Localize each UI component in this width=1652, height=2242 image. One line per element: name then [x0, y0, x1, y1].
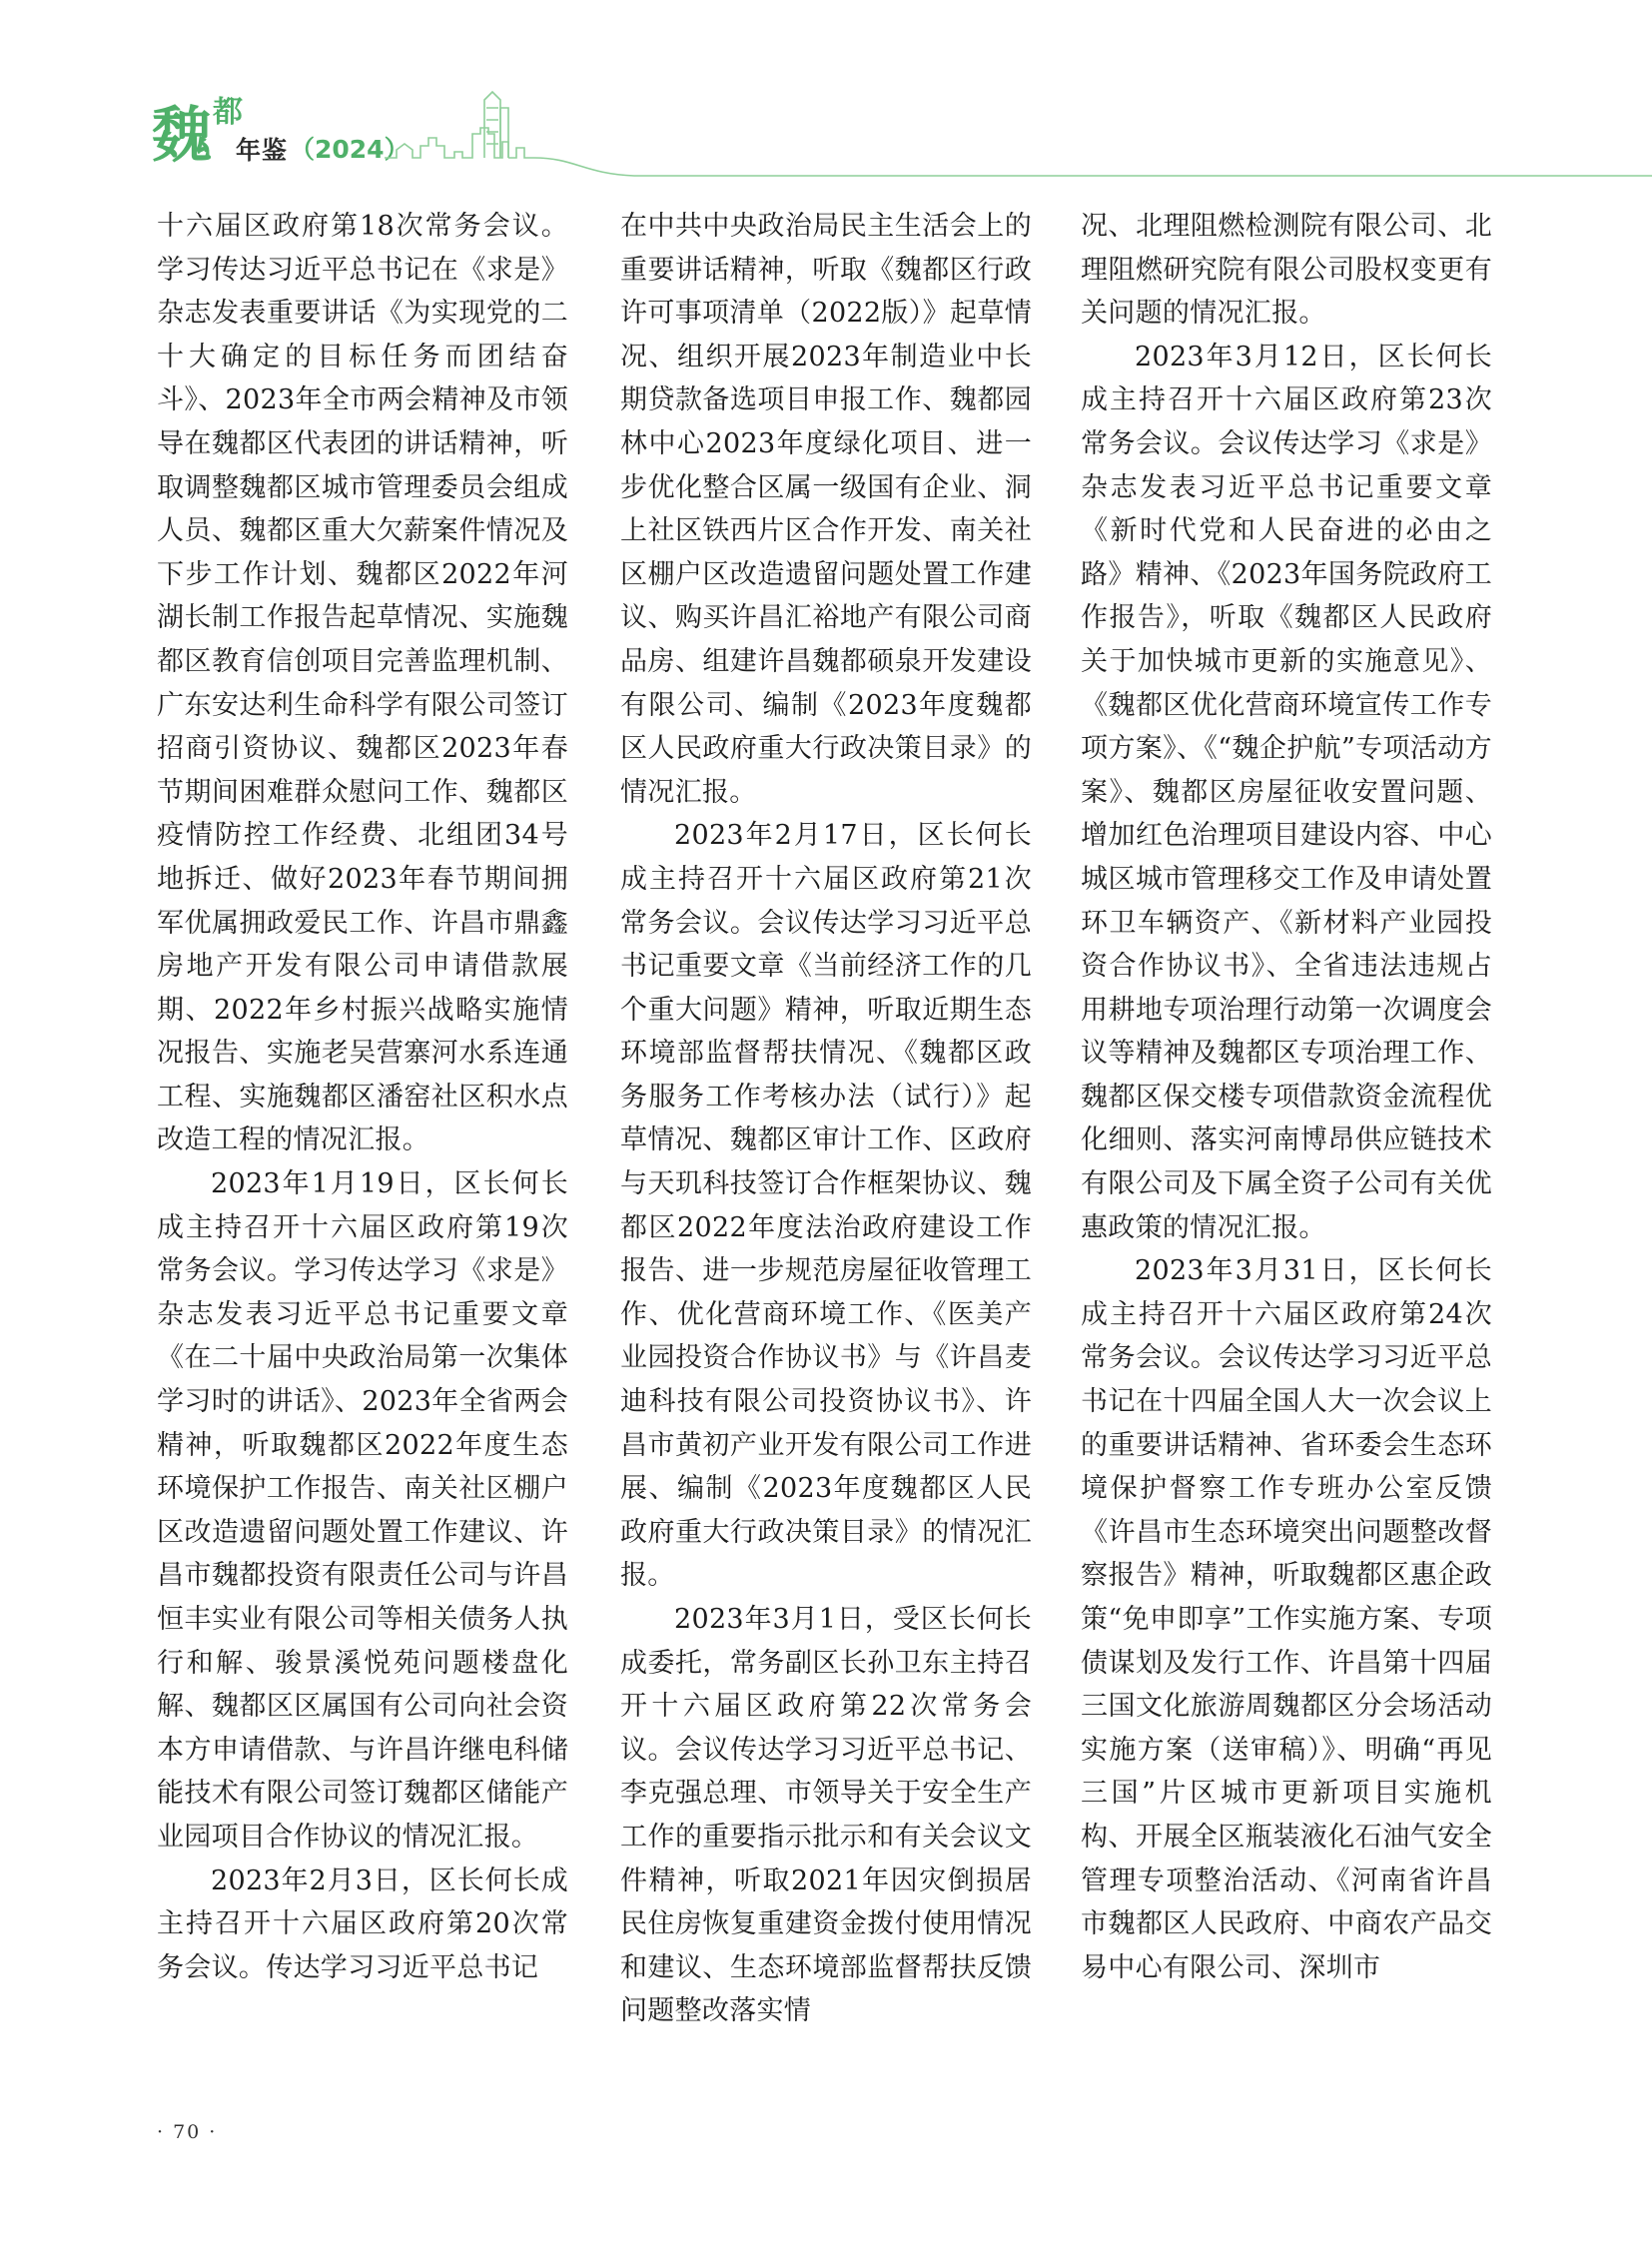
- logo-year: （2024）: [290, 135, 410, 164]
- text-column-2: [620, 205, 1032, 2033]
- paragraph: 况、北理阻燃检测院有限公司、北理阻燃研究院有限公司股权变更有关问题的情况汇报。: [1081, 211, 1492, 330]
- paragraph: 2023年3月12日，区长何长成主持召开十六届区政府第23次常务会议。会议传达学习《求是》杂志发表习近平总书记重要文章《新时代党和人民奋进的必由之路》精神、《2023年国务院政府工作报告》，听取《魏都区人民政府关于加快城市更新的实施意见》、《魏都区优化营商环境宣传工作专项方案》、《“魏企护航”专项活动方案》、魏都区房屋征收安置问题、增加红色治理项目建设内容、中心城区城市管理移交工作及申请处置环卫车辆资产、《新材料产业园投资合作协议书》、全省违法违规占用耕地专项治理行动第一次调度会议等精神及魏都区专项治理工作、魏都区保交楼专项借款资金流程优化细则、落实河南博昂供应链技术有限公司及下属全资子公司有关优惠政策的情况汇报。: [1081, 341, 1492, 1243]
- text-column-1: [157, 205, 568, 1989]
- skyline-header-graphic: [385, 88, 1652, 178]
- paragraph: 2023年2月17日，区长何长成主持召开十六届区政府第21次常务会议。会议传达学习习近平总书记重要文章《当前经济工作的几个重大问题》精神，听取近期生态环境部监督帮扶情况、《魏都区政务服务工作考核办法（试行）》起草情况、魏都区审计工作、区政府与天玑科技签订合作框架协议、魏都区2022年度法治政府建设工作报告、进一步规范房屋征收管理工作、优化营商环境工作、《医美产业园投资合作协议书》与《许昌麦迪科技有限公司投资协议书》、许昌市黄初产业开发有限公司工作进展、编制《2023年度魏都区人民政府重大行政决策目录》的情况汇报。: [620, 820, 1032, 1592]
- paragraph: 2023年1月19日，区长何长成主持召开十六届区政府第19次常务会议。学习传达学习《求是》杂志发表习近平总书记重要文章《在二十届中央政治局第一次集体学习时的讲话》、2023年全省两会精神，听取魏都区2022年度生态环境保护工作报告、南关社区棚户区改造遗留问题处置工作建议、许昌市魏都投资有限责任公司与许昌恒丰实业有限公司等相关债务人执行和解、骏景溪悦苑问题楼盘化解、魏都区区属国有公司向社会资本方申请借款、与许昌许继电科储能技术有限公司签订魏都区储能产业园项目合作协议的情况汇报。: [157, 1168, 568, 1853]
- logo-char-wei: 魏: [152, 101, 210, 171]
- paragraph: 2023年2月3日，区长何长成主持召开十六届区政府第20次常务会议。传达学习习近平总书记: [157, 1865, 568, 1983]
- paragraph: 2023年3月31日，区长何长成主持召开十六届区政府第24次常务会议。会议传达学习习近平总书记在十四届全国人大一次会议上的重要讲话精神、省环委会生态环境保护督察工作专班办公室反馈《许昌市生态环境突出问题整改督察报告》精神，听取魏都区惠企政策“免申即享”工作实施方案、专项债谋划及发行工作、许昌第十四届三国文化旅游周魏都区分会场活动实施方案（送审稿）》、明确“再见三国”片区城市更新项目实施机构、开展全区瓶装液化石油气安全管理专项整治活动、《河南省许昌市魏都区人民政府、中商农产品交易中心有限公司、深圳市: [1081, 1255, 1492, 1983]
- paragraph: 在中共中央政治局民主生活会上的重要讲话精神，听取《魏都区行政许可事项清单（2022版）》起草情况、组织开展2023年制造业中长期贷款备选项目申报工作、魏都园林中心2023年度绿化项目、进一步优化整合区属一级国有企业、洞上社区铁西片区合作开发、南关社区棚户区改造遗留问题处置工作建议、购买许昌汇裕地产有限公司商品房、组建许昌魏都硕泉开发建设有限公司、编制《2023年度魏都区人民政府重大行政决策目录》的情况汇报。: [620, 211, 1032, 808]
- paragraph: 2023年3月1日，受区长何长成委托，常务副区长孙卫东主持召开十六届区政府第22次常务会议。会议传达学习习近平总书记、李克强总理、市领导关于安全生产工作的重要指示批示和有关会议文件精神，听取2021年因灾倒损居民住房恢复重建资金拨付使用情况和建议、生态环境部监督帮扶反馈问题整改落实情: [620, 1604, 1032, 2027]
- page-number: · 70 ·: [157, 2121, 218, 2143]
- paragraph: 十六届区政府第18次常务会议。学习传达习近平总书记在《求是》杂志发表重要讲话《为实现党的二十大确定的目标任务而团结奋斗》、2023年全市两会精神及市领导在魏都区代表团的讲话精神，听取调整魏都区城市管理委员会组成人员、魏都区重大欠薪案件情况及下步工作计划、魏都区2022年河湖长制工作报告起草情况、实施魏都区教育信创项目完善监理机制、广东安达利生命科学有限公司签订招商引资协议、魏都区2023年春节期间困难群众慰问工作、魏都区疫情防控工作经费、北组团34号地拆迁、做好2023年春节期间拥军优属拥政爱民工作、许昌市鼎鑫房地产开发有限公司申请借款展期、2022年乡村振兴战略实施情况报告、实施老吴营寨河水系连通工程、实施魏都区潘窑社区积水点改造工程的情况汇报。: [157, 211, 568, 1156]
- logo-yearbook: 年鉴: [236, 136, 289, 165]
- logo-char-du: 都: [213, 95, 243, 130]
- text-column-3: [1081, 205, 1492, 1989]
- page-header: [0, 0, 1652, 180]
